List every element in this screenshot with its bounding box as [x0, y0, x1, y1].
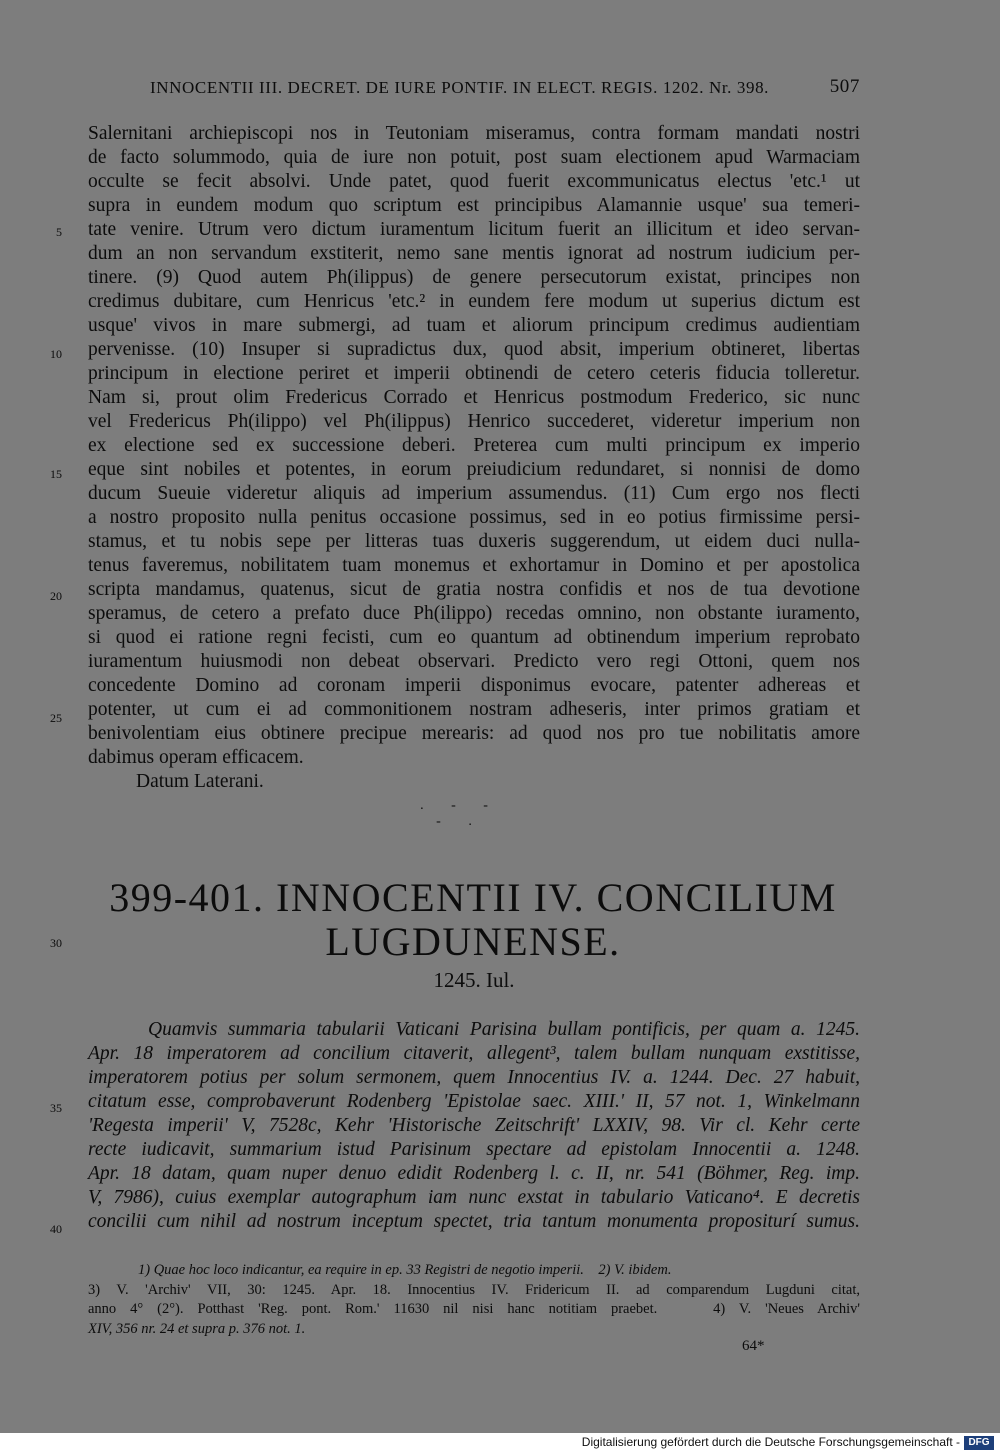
- text-line: tenus faveremus, nobilitatem tuam monemus et exhortamur in Domino et per apostolica: [88, 555, 860, 576]
- text-line: usque' vivos in mare submergi, ad tuam et aliorum principum credimus audientiam: [88, 315, 860, 336]
- line-number: 10: [50, 347, 62, 361]
- text-line: tate venire. Utrum vero dictum iuramentum licitum fuerit an illicitum et ideo servan-: [88, 219, 860, 240]
- text-line: principum in electione periret et imperii obtinendi de cetero ceteris fiducia tolleretur.: [88, 363, 860, 384]
- footnote-line: XIV, 356 nr. 24 et supra p. 376 not. 1.: [88, 1321, 306, 1337]
- footnote-line: 3) V. 'Archiv' VII, 30: 1245. Apr. 18. Innocentius IV. Fridericum II. ad comparendum Lugduni citat,: [88, 1282, 860, 1298]
- text-line: ducum Sueuie videretur aliquis ad imperium assumendus. (11) Cum ergo nos flecti: [88, 483, 860, 504]
- line-number: 35: [50, 1101, 62, 1115]
- line-number: 25: [50, 711, 62, 725]
- text-line: vel Fredericus Ph(ilippo) vel Ph(ilippus) Henrico succederet, videretur imperium non: [88, 411, 860, 432]
- text-line: pervenisse. (10) Insuper si supradictus dux, quod absit, imperium obtineret, libertas: [88, 339, 860, 360]
- text-line: speramus, de cetero a prefato duce Ph(ilippo) recedas omnino, non obstante iuramento,: [88, 603, 860, 624]
- intro-line: recte iudicavit, summarium istud Parisinum spectare ad epistolam Innocentii a. 1248.: [88, 1139, 860, 1160]
- text-line: si quod ei ratione regni fecisti, cum eo quantum ad obtinendum imperium reprobato: [88, 627, 860, 648]
- line-number: 20: [50, 589, 62, 603]
- text-line: scripta mandamus, quatenus, sicut de gratia nostra confidis et nos de tua devotione: [88, 579, 860, 600]
- line-number: 30: [50, 936, 62, 950]
- text-line: credimus dubitare, cum Henricus 'etc.² in eundem fere modum ut superius dictum est: [88, 291, 860, 312]
- section-title-line1: 399-401. INNOCENTII IV. CONCILIUM: [109, 875, 837, 920]
- footnote-line: 1) Quae hoc loco indicantur, ea require in ep. 33 Registri de negotio imperii. 2) V. ibidem.: [138, 1262, 672, 1278]
- text-line: concedente Domino ad coronam imperii disponimus evocare, patenter adhereas et: [88, 675, 860, 696]
- section-date: 1245. Iul.: [433, 968, 515, 992]
- intro-line: citatum esse, comprobaverunt Rodenberg 'Epistolae saec. XIII.' II, 57 not. 1, Winkelmann: [88, 1091, 860, 1112]
- text-line: iuramentum huiusmodi non debeat observari. Predicto vero regi Ottoni, quem nos: [88, 651, 860, 672]
- intro-line: 'Regesta imperii' V, 7528c, Kehr 'Historische Zeitschrift' LXXIV, 98. Vir cl. Kehr certe: [88, 1115, 860, 1136]
- text-line: occulte se fecit absolvi. Unde patet, quod fuerit excommunicatus electus 'etc.¹ ut: [88, 171, 860, 192]
- datum-line: Datum Laterani.: [136, 771, 264, 792]
- intro-line: Quamvis summaria tabularii Vaticani Parisina bullam pontificis, per quam a. 1245.: [148, 1019, 860, 1040]
- text-line: de facto solummodo, quia de iure non potuit, post suam electionem apud Warmaciam: [88, 147, 860, 168]
- section-title-line2: LUGDUNENSE.: [325, 919, 621, 964]
- signature-mark: 64*: [742, 1338, 765, 1354]
- intro-line: concilii cum nihil ad nostrum inceptum spectet, tria tantum monumenta propositurí sumus.: [88, 1211, 860, 1232]
- text-line: stamus, et tu nobis sepe per litteras tuas duxeris suggerendum, ut eidem duci nulla-: [88, 531, 860, 552]
- footnote-line: anno 4° (2°). Potthast 'Reg. pont. Rom.' 11630 nil nisi hanc notitiam praebet. 4) V. 'Neues Archiv': [88, 1301, 860, 1317]
- text-line: dum an non servandum exstiterit, nemo sane mentis ignorat ad nostrum iudicium per-: [88, 243, 860, 264]
- text-line: dabimus operam efficacem.: [88, 747, 304, 768]
- text-line: eque sint nobiles et potentes, in eorum preiudicium redundaret, si nonnisi de domo: [88, 459, 860, 480]
- digitization-footer: [0, 1433, 1000, 1453]
- section-separator: . - - - .: [420, 798, 500, 829]
- text-line: a nostro proposito nulla penitus occasione possimus, sed in eo potius firmissime persi-: [88, 507, 860, 528]
- text-line: ex electione sed ex successione deberi. Preterea cum multi principum ex imperio: [88, 435, 860, 456]
- text-line: benivolentiam eius obtinere precipue merearis: ad quod nos pro tue nobilitatis amore: [88, 723, 860, 744]
- line-number: 5: [56, 225, 62, 239]
- intro-line: imperatorem potius per solum sermonem, quem Innocentius IV. a. 1244. Dec. 27 habuit,: [88, 1067, 860, 1088]
- footer-text: Digitalisierung gefördert durch die Deutsche Forschungsgemeinschaft -: [581, 1435, 960, 1449]
- dfg-logo[interactable]: DFG: [964, 1436, 994, 1450]
- running-header: [150, 78, 860, 98]
- line-number: 40: [50, 1222, 62, 1236]
- page-number: 507: [829, 76, 860, 97]
- text-line: potenter, ut cum ei ad commonitionem nostram adheseris, inter primos gratiam et: [88, 699, 860, 720]
- running-title: INNOCENTII III. DECRET. DE IURE PONTIF. IN ELECT. REGIS. 1202. Nr. 398.: [150, 78, 770, 97]
- line-number: 15: [50, 467, 62, 481]
- intro-line: Apr. 18 imperatorem ad concilium citaverit, allegent³, talem bullam nunquam exstitisse,: [88, 1043, 860, 1064]
- text-line: tinere. (9) Quod autem Ph(ilippus) de genere persecutorum existat, principes non: [88, 267, 860, 288]
- text-line: Salernitani archiepiscopi nos in Teutoniam miseramus, contra formam mandati nostri: [88, 123, 860, 144]
- intro-line: V, 7986), cuius exemplar autographum iam nunc exstat in tabulario Vaticano⁴. E decretis: [88, 1187, 860, 1208]
- text-line: supra in eundem modum quo scriptum est principibus Alamannie usque' sua temeri-: [88, 195, 860, 216]
- text-line: Nam si, prout olim Fredericus Corrado et Henricus postmodum Frederico, sic nunc: [88, 387, 860, 408]
- intro-line: Apr. 18 datam, quam nuper denuo edidit Rodenberg l. c. II, nr. 541 (Böhmer, Reg. imp.: [88, 1163, 860, 1184]
